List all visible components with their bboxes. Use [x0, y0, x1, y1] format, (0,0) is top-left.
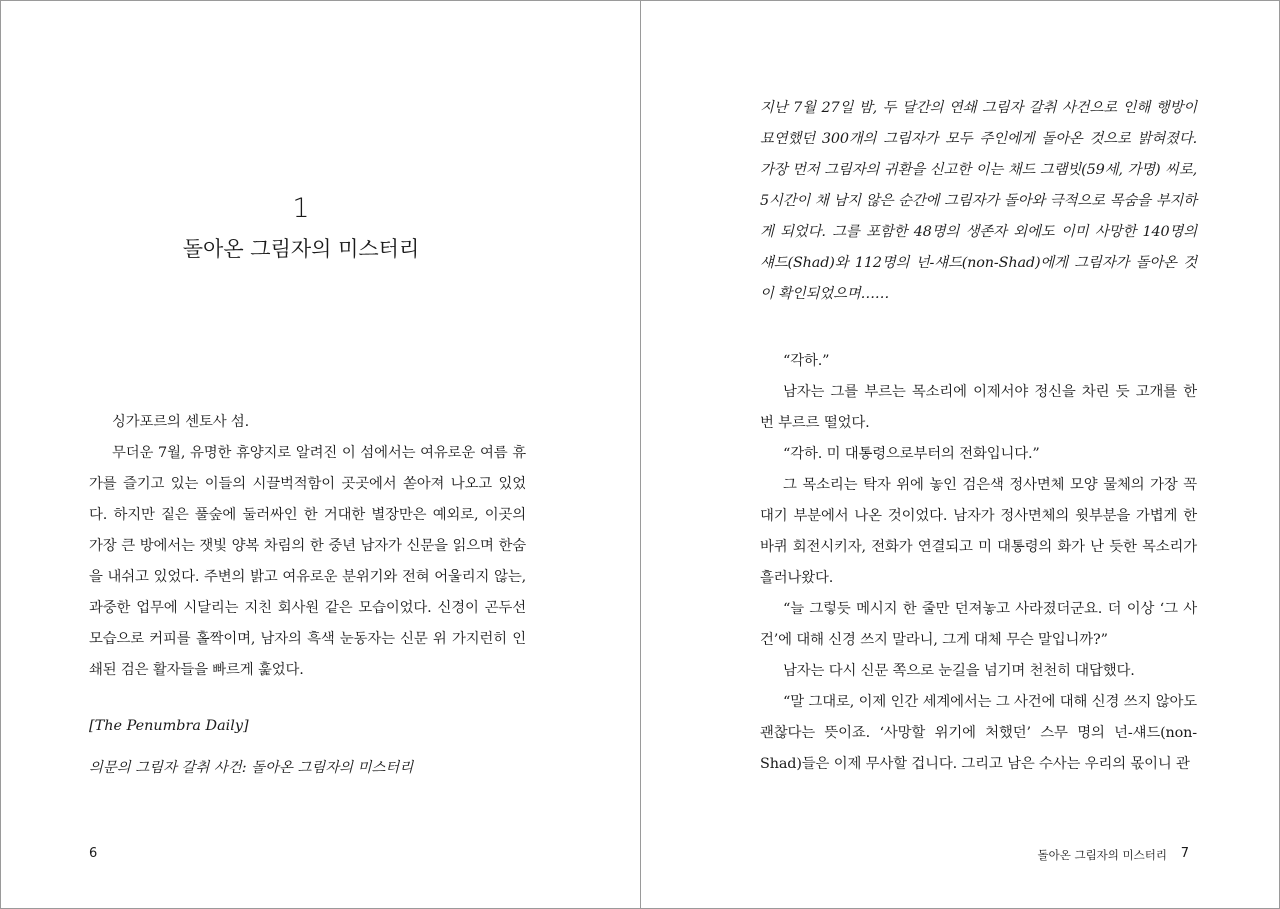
chapter-title: 돌아온 그림자의 미스터리 — [182, 237, 420, 261]
paragraph: “각하.” — [783, 353, 830, 369]
paragraph: “말 그대로, 이제 인간 세계에서는 그 사건에 대해 신경 쓰지 않아도 괜찮다는 뜻이죠. ‘사망할 위기에 처했던’ 스무 명의 넌-섀드(non-Shad)들은 이제 무사할 겁니다. 그리고 남은 수사는 우리의 몫이니 관 — [760, 694, 1197, 772]
article-paragraph: 지난 7월 27일 밤, 두 달간의 연쇄 그림자 갈취 사건으로 인해 행방이 묘연했던 300개의 그림자가 모두 주인에게 돌아온 것으로 밝혀졌다. 가장 먼저 그림자의 귀환을 신고한 이는 채드 그램빗(59세, 가명) 씨로, 5시간이 채 남지 않은 순간에 그림자가 돌아와 극적으로 목숨을 부지하게 되었다. 그를 포함한 48명의 생존자 외에도 이미 사망한 140명의 섀드(Shad)와 112명의 넌-섀드(non-Shad)에게 그림자가 돌아온 것이 확인되었으며…… — [760, 100, 1197, 302]
right-body-text — [760, 346, 1197, 780]
page-number-right: 7 — [1180, 846, 1189, 861]
paragraph: “늘 그렇듯 메시지 한 줄만 던져놓고 사라졌더군요. 더 이상 ‘그 사건’에 대해 신경 쓰지 말라니, 그게 대체 무슨 말입니까?” — [760, 601, 1197, 648]
chapter-number: 1 — [292, 193, 310, 224]
newspaper-name-text: [The Penumbra Daily] — [89, 718, 249, 734]
paragraph: 무더운 7월, 유명한 휴양지로 알려진 이 섬에서는 여유로운 여름 휴가를 즐기고 있는 이들의 시끌벅적함이 곳곳에서 쏟아져 나오고 있었다. 하지만 짙은 풀숲에 둘러싸인 한 거대한 별장만은 예외로, 이곳의 가장 큰 방에서는 잿빛 양복 차림의 한 중년 남자가 신문을 읽으며 한숨을 내쉬고 있었다. 주변의 밝고 여유로운 분위기와 전혀 어울리지 않는, 과중한 업무에 시달리는 지친 회사원 같은 모습이었다. 신경이 곤두선 모습으로 커피를 홀짝이며, 남자의 흑색 눈동자는 신문 위 가지런히 인쇄된 검은 활자들을 빠르게 훑었다. — [89, 445, 526, 678]
paragraph: 남자는 다시 신문 쪽으로 눈길을 넘기며 천천히 대답했다. — [783, 663, 1135, 679]
right-page — [641, 1, 1279, 908]
newspaper-headline — [89, 753, 526, 784]
paragraph: 남자는 그를 부르는 목소리에 이제서야 정신을 차린 듯 고개를 한 번 부르르 떨었다. — [760, 384, 1197, 431]
left-body-text — [89, 407, 526, 686]
paragraph: 그 목소리는 탁자 위에 놓인 검은색 정사면체 모양 물체의 가장 꼭대기 부분에서 나온 것이었다. 남자가 정사면체의 윗부분을 가볍게 한 바퀴 회전시키자, 전화가 연결되고 미 대통령의 화가 난 듯한 목소리가 흘러나왔다. — [760, 477, 1197, 586]
left-page — [1, 1, 641, 908]
page-number-left: 6 — [89, 846, 98, 861]
newspaper-name — [89, 711, 526, 742]
paragraph: 싱가포르의 센토사 섬. — [112, 414, 250, 430]
paragraph: “각하. 미 대통령으로부터의 전화입니다.” — [783, 446, 1040, 462]
running-head: 돌아온 그림자의 미스터리 — [1037, 848, 1167, 862]
newspaper-headline-text: 의문의 그림자 갈취 사건: 돌아온 그림자의 미스터리 — [89, 760, 414, 776]
article-excerpt — [760, 93, 1197, 310]
